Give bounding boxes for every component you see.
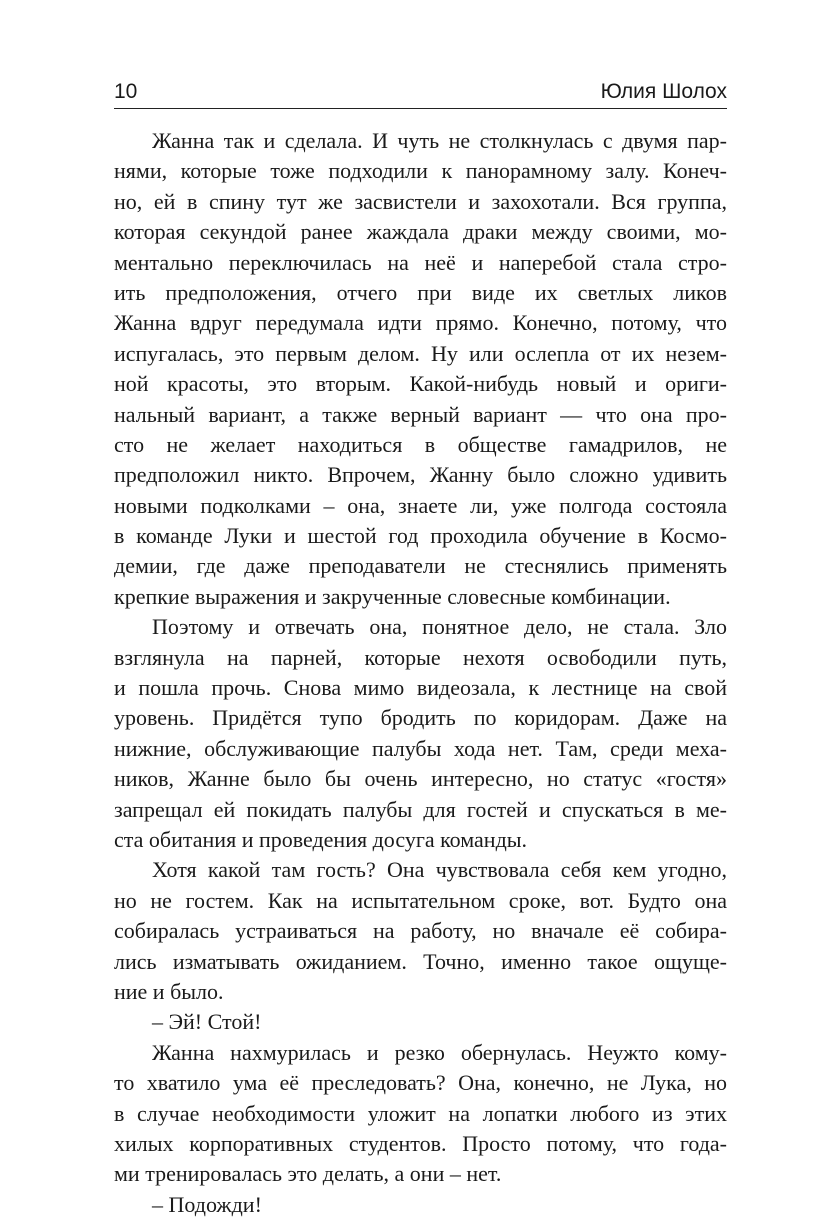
text-line: ми тренировалась это делать, а они – нет.: [114, 1161, 502, 1187]
text-line: – Эй! Стой!: [152, 1009, 262, 1035]
text-line: нями, которые тоже подходили к панорамному залу. Конеч-: [114, 158, 727, 184]
text-line: Жанна вдруг передумала идти прямо. Конечно, потому, что: [114, 310, 727, 336]
text-line: Хотя какой там гость? Она чувствовала себя кем угодно,: [152, 857, 727, 883]
text-line: ние и было.: [114, 978, 224, 1004]
text-line: испугалась, это первым делом. Ну или ослепла от их незем-: [114, 340, 727, 366]
text-line: демии, где даже преподаватели не стеснялись применять: [114, 553, 727, 579]
text-line: собиралась устраиваться на работу, но вначале её собира-: [114, 918, 727, 944]
text-line: ста обитания и проведения досуга команды.: [114, 826, 528, 852]
text-line: но, ей в спину тут же засвистели и захохотали. Вся группа,: [114, 188, 727, 214]
text-line: нижние, обслуживающие палубы хода нет. Там, среди меха-: [114, 735, 727, 761]
text-line: но не гостем. Как на испытательном сроке, вот. Будто она: [114, 887, 727, 913]
text-line: сто не желает находиться в обществе гамадрилов, не: [114, 431, 727, 457]
text-line: Поэтому и отвечать она, понятное дело, не стала. Зло: [152, 614, 727, 640]
text-line: в команде Луки и шестой год проходила обучение в Космо-: [114, 523, 727, 549]
text-line: ментально переключилась на неё и наперебой стала стро-: [114, 249, 727, 275]
text-line: взглянула на парней, которые нехотя освободили путь,: [114, 644, 727, 670]
text-line: хилых корпоративных студентов. Просто потому, что года-: [114, 1130, 727, 1156]
text-line: которая секундой ранее жаждала драки между своими, мо-: [114, 219, 727, 245]
text-line: нальный вариант, а также верный вариант — что она про-: [114, 401, 727, 427]
text-line: новыми подколками – она, знаете ли, уже полгода состояла: [114, 492, 727, 518]
text-line: предположил никто. Впрочем, Жанну было сложно удивить: [114, 462, 727, 488]
text-line: – Подожди!: [152, 1191, 262, 1217]
page-number: 10: [114, 80, 138, 103]
text-line: Жанна нахмурилась и резко обернулась. Неужто кому-: [152, 1039, 727, 1065]
text-line: и пошла прочь. Снова мимо видеозала, к лестнице на свой: [114, 675, 727, 701]
text-line: уровень. Придётся тупо бродить по коридорам. Даже на: [114, 705, 727, 731]
text-line: лись изматывать ожиданием. Точно, именно такое ощуще-: [114, 948, 727, 974]
text-line: ников, Жанне было бы очень интересно, но статус «гостя»: [114, 766, 727, 792]
text-line: ной красоты, это вторым. Какой-нибудь новый и ориги-: [114, 371, 727, 397]
text-body: [114, 126, 727, 1220]
text-line: Жанна так и сделала. И чуть не столкнулась с двумя пар-: [152, 128, 727, 153]
running-title: Юлия Шолох: [600, 80, 727, 103]
page-header: [114, 72, 727, 109]
text-line: запрещал ей покидать палубы для гостей и спускаться в ме-: [114, 796, 727, 822]
text-line: ить предположения, отчего при виде их светлых ликов: [114, 279, 727, 305]
text-line: то хватило ума её преследовать? Она, конечно, не Лука, но: [114, 1070, 727, 1096]
text-line: в случае необходимости уложит на лопатки любого из этих: [114, 1100, 727, 1126]
text-line: крепкие выражения и закрученные словесные комбинации.: [114, 583, 671, 609]
